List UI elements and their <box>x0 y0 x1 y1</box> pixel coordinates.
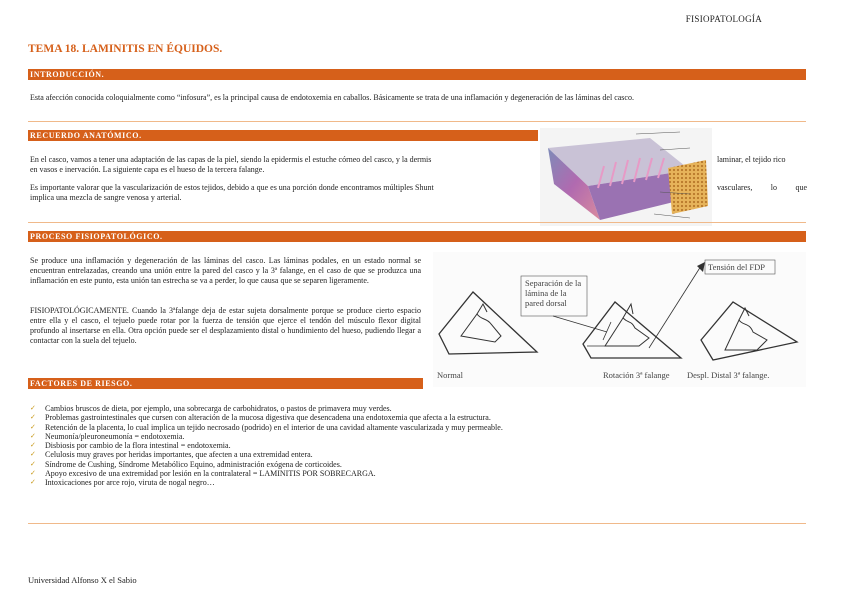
checkmark-icon: ✓ <box>30 413 36 422</box>
section-heading-anatomy: RECUERDO ANATÓMICO. <box>28 130 538 141</box>
list-item: ✓ Intoxicaciones por arce rojo, viruta de nogal negro… <box>30 478 215 488</box>
anatomy-p1-left: En el casco, vamos a tener una adaptación de las capas de la piel, siendo la epidermis el estuche córneo del casco, y la dermis <box>30 155 432 164</box>
caption-normal: Normal <box>437 370 463 380</box>
label-tension: Tensión del FDP <box>708 262 766 272</box>
section-divider <box>28 523 806 524</box>
section-divider <box>28 121 806 122</box>
risk-factor-list <box>30 404 790 488</box>
section-divider <box>28 222 806 223</box>
footer-university: Universidad Alfonso X el Sabio <box>28 575 137 585</box>
checkmark-icon: ✓ <box>30 459 36 468</box>
section-heading-risk: FACTORES DE RIESGO. <box>28 378 423 389</box>
anatomy-p1-cont: en vasos e inervación. La siguiente capa es el hueso de la tercera falange. <box>30 165 265 174</box>
checkmark-icon: ✓ <box>30 422 36 431</box>
anatomy-p1-right: laminar, el tejido rico <box>717 155 786 164</box>
label-separation: Separación de la lámina de la pared dorsal <box>525 278 582 308</box>
anatomy-p2-cont: implica una mezcla de sangre venosa y arterial. <box>30 193 182 202</box>
list-item: ✓ Apoyo excesivo de una extremidad por lesión en la contralateral = LAMINITIS POR SOBRECARGA. <box>30 469 376 479</box>
list-item: ✓ Retención de la placenta, lo cual implica un tejido necrosado (podrido) en el interior de una cavidad altamente vascularizada y muy permeable. <box>30 422 503 432</box>
checkmark-icon: ✓ <box>30 478 36 487</box>
section-heading-process: PROCESO FISIOPATOLÓGICO. <box>28 231 806 242</box>
page-title: TEMA 18. LAMINITIS EN ÉQUIDOS. <box>28 43 223 55</box>
list-item: ✓ Problemas gastrointestinales que cursen con alteración de la mucosa digestiva que desencadena una endotoxemia que afecta a la estructura. <box>30 413 491 423</box>
checkmark-icon: ✓ <box>30 469 36 478</box>
checkmark-icon: ✓ <box>30 441 36 450</box>
list-item: ✓ Celulosis muy graves por heridas importantes, que afecten a una extremidad entera. <box>30 450 313 460</box>
list-item: ✓ Disbiosis por cambio de la flora intestinal = endotoxemia. <box>30 441 231 451</box>
checkmark-icon: ✓ <box>30 404 36 412</box>
caption-rotation: Rotación 3ª falange <box>603 370 670 380</box>
hoof-lamina-illustration <box>540 128 712 226</box>
list-item: ✓ Neumonía/pleuroneumonía = endotoxemia. <box>30 431 185 441</box>
checkmark-icon: ✓ <box>30 450 36 459</box>
anatomy-p2-right: vasculares, lo que <box>717 183 807 192</box>
caption-distal: Despl. Distal 3ª falange. <box>687 370 770 380</box>
list-item: ✓ Síndrome de Cushing, Síndrome Metabólico Equino, administración exógena de corticoides. <box>30 459 342 469</box>
process-p2: FISIOPATOLÓGICAMENTE. Cuando la 3ªfalange deja de estar sujeta dorsalmente porque se produce cierto espacio entre ella y el casco, el tejuelo puede rotar por la fuerza de tensión que ejerce el tendón del músculo flexor digital profundo al insertarse en ella. Otra opción puede ser el desplazamiento distal o hundimiento del hueso, pudiendo llegar a contactar con la suela del tejuelo. <box>30 306 421 345</box>
intro-text: Esta afección conocida coloquialmente como “infosura”, es la principal causa de endotoxemia en caballos. Básicamente se trata de una inflamación y degeneración de las láminas del casco. <box>30 93 634 102</box>
process-p1: Se produce una inflamación y degeneración de las láminas del casco. Las láminas podales, en un estado normal se encuentran entrelazadas, creando una unión entre la pared del casco y la 3ª falange, en el caso de que se produzca una inflamación en este punto, esta unión tan estrecha se va a perder, lo que causa que se separen ligeramente. <box>30 256 421 285</box>
list-item: ✓ Cambios bruscos de dieta, por ejemplo, una sobrecarga de carbohidratos, o pastos de primavera muy verdes. <box>30 404 392 413</box>
anatomy-p2-left: Es importante valorar que la vascularización de estos tejidos, debido a que es una porción donde encontramos múltiples Shunt <box>30 183 434 192</box>
header-subject: FISIOPATOLOGÍA <box>685 14 762 24</box>
checkmark-icon: ✓ <box>30 431 36 440</box>
laminitis-diagram <box>433 252 806 387</box>
section-heading-intro: INTRODUCCIÓN. <box>28 69 806 80</box>
